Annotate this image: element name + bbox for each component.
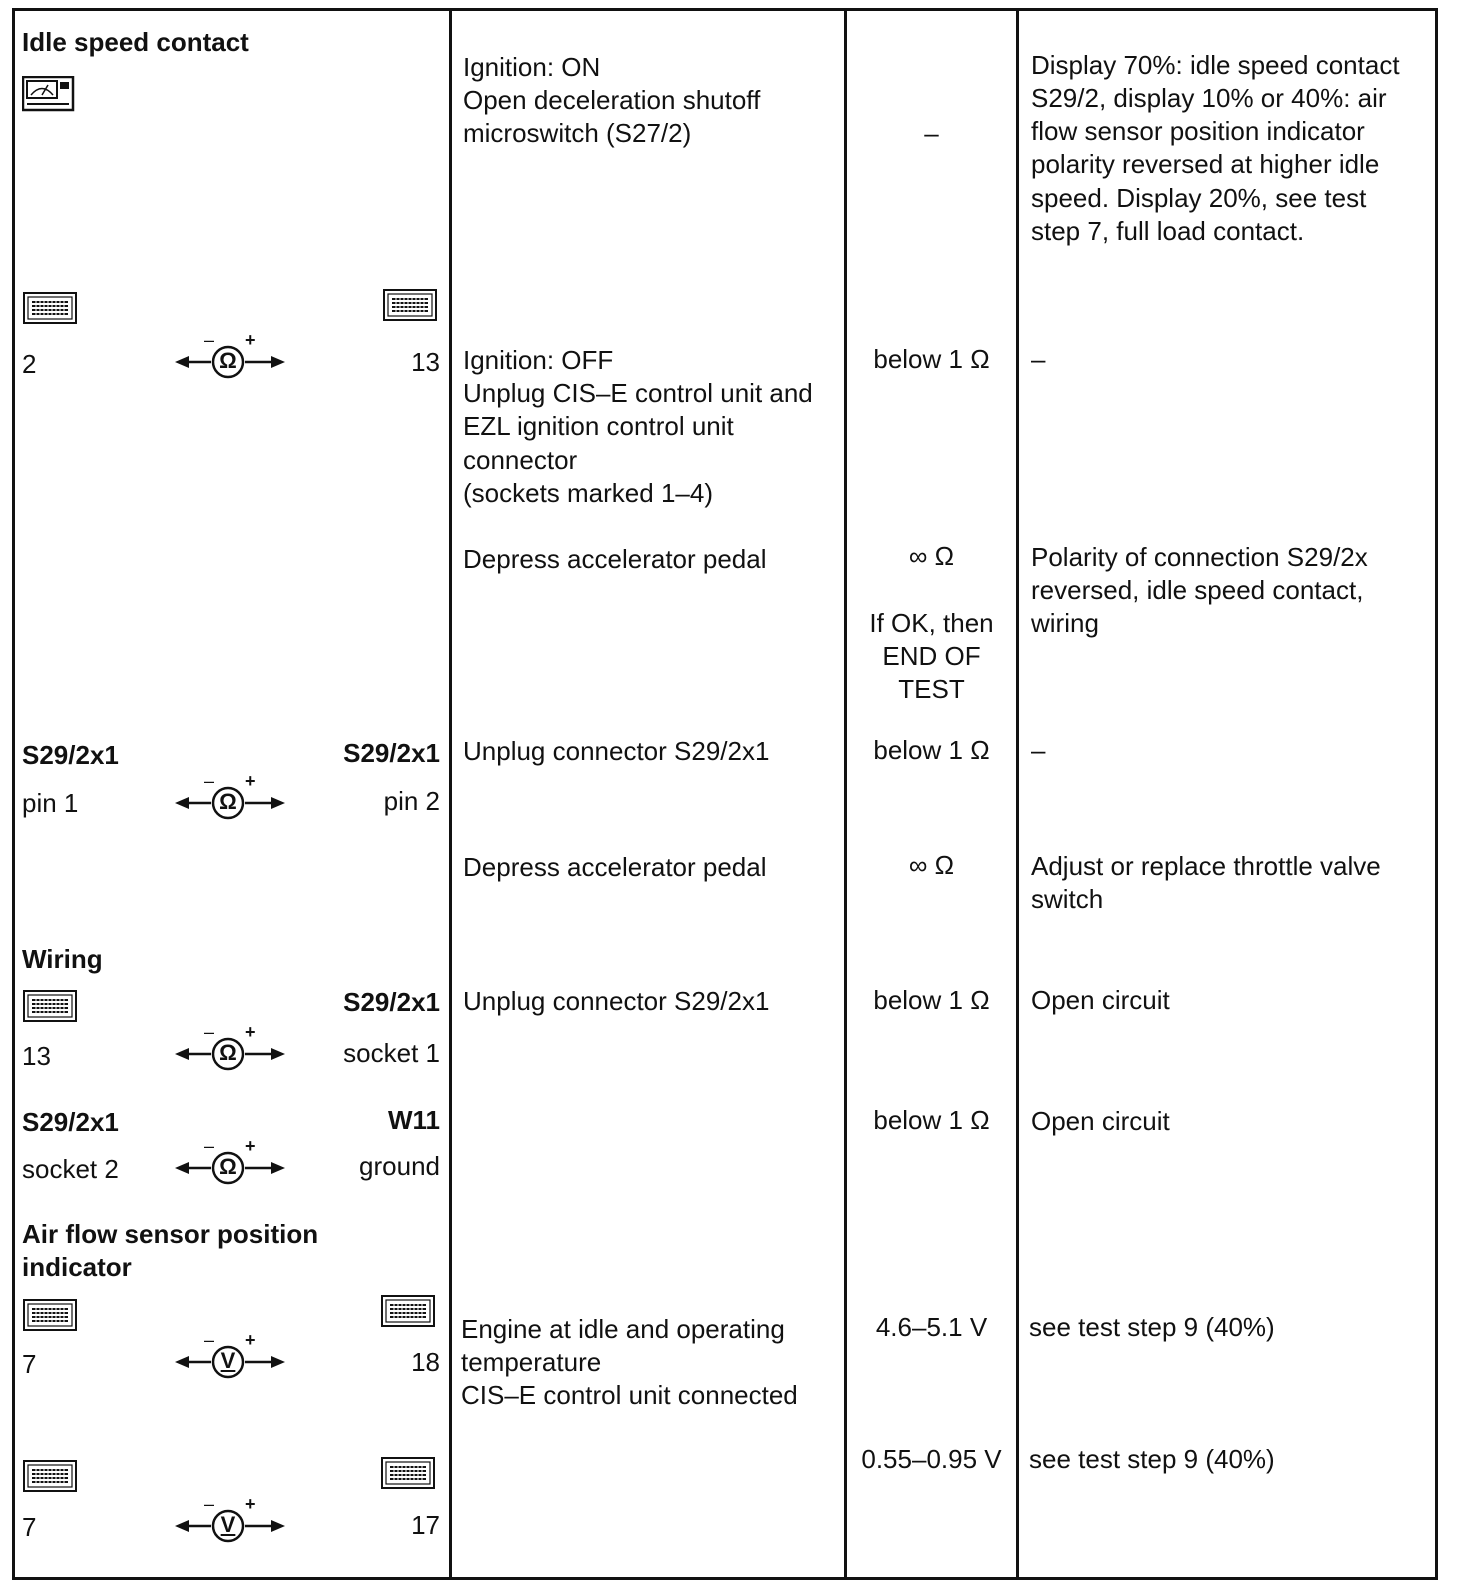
minus-sign: – [204,771,215,791]
possible-cause: speed. Display 20%, see test [1031,183,1367,213]
terminal-right: 17 [411,1510,440,1540]
minus-sign: – [204,330,215,350]
voltmeter-icon [175,1494,285,1544]
ohm-symbol: Ω [219,1040,237,1065]
possible-cause: S29/2, display 10% or 40%: air [1031,83,1387,113]
voltmeter-icon [175,1330,285,1380]
test-condition: CIS–E control unit connected [461,1380,798,1410]
terminal-right: pin 2 [383,786,440,816]
nominal-note: If OK, then [869,608,994,638]
ohmmeter-icon [175,771,285,821]
nominal-value: ∞ Ω [908,541,955,571]
connector-icon [23,1460,77,1492]
minus-sign: – [204,1136,215,1156]
plus-sign: + [245,1494,256,1514]
terminal-right: 13 [411,347,440,377]
test-condition: Depress accelerator pedal [463,544,767,574]
possible-cause: flow sensor position indicator [1031,116,1365,146]
ohm-symbol: Ω [219,1154,237,1179]
component-label-right: S29/2x1 [343,738,440,768]
possible-cause: reversed, idle speed contact, [1031,575,1364,605]
volt-symbol: V [220,1348,236,1373]
terminal-left: pin 1 [22,788,79,818]
section-heading-air-flow-sensor-cont: indicator [22,1252,132,1282]
test-condition: Engine at idle and operating [461,1314,785,1344]
minus-sign: – [204,1494,215,1514]
ohm-symbol: Ω [219,348,237,373]
nominal-value: below 1 Ω [873,1105,990,1135]
section-heading-wiring: Wiring [22,944,103,974]
nominal-value: – [924,118,939,148]
connector-icon [23,990,77,1022]
possible-cause: see test step 9 (40%) [1029,1444,1275,1474]
test-condition: Unplug connector S29/2x1 [463,736,770,766]
nominal-value: below 1 Ω [873,344,990,374]
volt-symbol: V [220,1512,236,1537]
nominal-note: END OF [882,641,981,671]
section-heading-air-flow-sensor: Air flow sensor position [22,1219,319,1249]
section-heading-idle-speed-contact: Idle speed contact [22,27,249,57]
terminal-right: ground [359,1151,440,1181]
test-condition: Ignition: ON [463,52,601,82]
possible-cause: – [1031,735,1046,765]
possible-cause: Open circuit [1031,985,1170,1015]
ohmmeter-icon [175,1136,285,1186]
terminal-left: 7 [22,1349,37,1379]
component-label-right: W11 [387,1105,440,1135]
plus-sign: + [245,1330,256,1350]
column-divider [1016,8,1019,1580]
plus-sign: + [245,1136,256,1156]
test-condition: temperature [461,1347,602,1377]
possible-cause: Display 70%: idle speed contact [1031,50,1400,80]
connector-icon [23,292,77,324]
plus-sign: + [245,771,256,791]
possible-cause: Polarity of connection S29/2x [1031,542,1368,572]
test-condition: Unplug CIS–E control unit and [463,378,813,408]
tester-icon [22,76,76,112]
minus-sign: – [204,1330,215,1350]
test-condition: Ignition: OFF [463,345,614,375]
nominal-note: TEST [898,674,965,704]
component-label-left: S29/2x1 [22,740,119,770]
component-label-left: S29/2x1 [22,1107,119,1137]
terminal-left: 7 [22,1512,37,1542]
test-condition: EZL ignition control unit [463,411,734,441]
test-condition: Depress accelerator pedal [463,852,767,882]
possible-cause: – [1031,344,1046,374]
minus-sign: – [204,1022,215,1042]
column-divider [449,8,452,1580]
test-condition: Unplug connector S29/2x1 [463,986,770,1016]
possible-cause: Open circuit [1031,1106,1170,1136]
possible-cause: polarity reversed at higher idle [1031,149,1380,179]
test-condition: (sockets marked 1–4) [463,478,713,508]
possible-cause: see test step 9 (40%) [1029,1312,1275,1342]
possible-cause: Adjust or replace throttle valve [1031,851,1381,881]
test-condition: microswitch (S27/2) [463,118,692,148]
nominal-value: below 1 Ω [873,985,990,1015]
ohmmeter-icon [175,330,285,380]
nominal-value: 0.55–0.95 V [861,1444,1002,1474]
test-condition: connector [463,445,578,475]
plus-sign: + [245,330,256,350]
nominal-value: ∞ Ω [908,850,955,880]
connector-icon [23,1299,77,1331]
terminal-left: 2 [22,349,37,379]
possible-cause: wiring [1031,608,1099,638]
ohm-symbol: Ω [219,789,237,814]
nominal-value: 4.6–5.1 V [875,1312,988,1342]
plus-sign: + [245,1022,256,1042]
connector-icon [381,1295,435,1327]
terminal-right: socket 1 [343,1038,440,1068]
terminal-left: socket 2 [22,1154,119,1184]
ohmmeter-icon [175,1022,285,1072]
connector-icon [381,1457,435,1489]
terminal-left: 13 [22,1041,51,1071]
possible-cause: step 7, full load contact. [1031,216,1305,246]
connector-icon [383,289,437,321]
nominal-value: below 1 Ω [873,735,990,765]
test-condition: Open deceleration shutoff [463,85,761,115]
component-label-right: S29/2x1 [343,987,440,1017]
possible-cause: switch [1031,884,1104,914]
terminal-right: 18 [411,1347,440,1377]
